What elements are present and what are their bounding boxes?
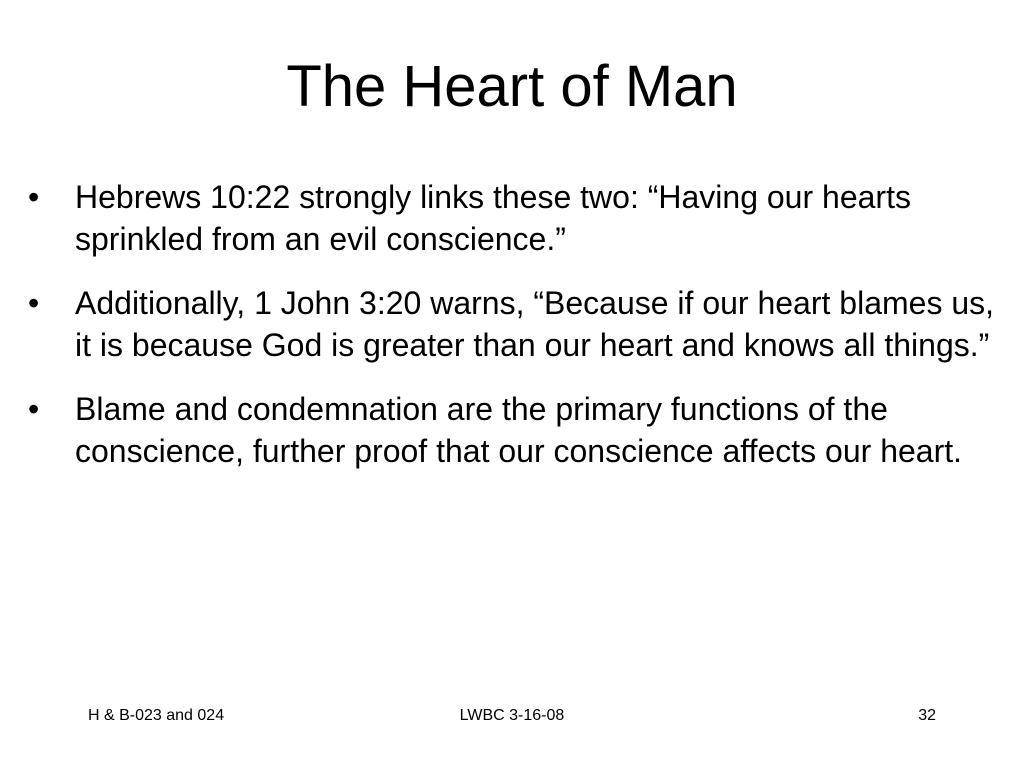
footer-left-text: H & B-023 and 024 [88,707,225,724]
bullet-text: Blame and condemnation are the primary functions of the conscience, further proof that our conscience affects our heart. [75,391,963,469]
slide-title: The Heart of Man [286,54,738,119]
bullet-item [28,282,1008,366]
footer-center-text: LWBC 3-16-08 [459,707,565,724]
bullet-dot-icon: • [28,391,40,427]
bullet-item [28,176,1008,260]
bullet-list [28,176,1008,494]
bullet-text: Hebrews 10:22 strongly links these two: “Having our hearts sprinkled from an evil conscience.” [75,179,911,257]
bullet-item [28,388,1008,472]
bullet-dot-icon: • [28,285,40,321]
slide-number: 32 [918,707,936,724]
bullet-dot-icon: • [28,179,40,215]
bullet-text: Additionally, 1 John 3:20 warns, “Because if our heart blames us, it is because God is greater than our heart and knows all things.” [75,285,995,363]
